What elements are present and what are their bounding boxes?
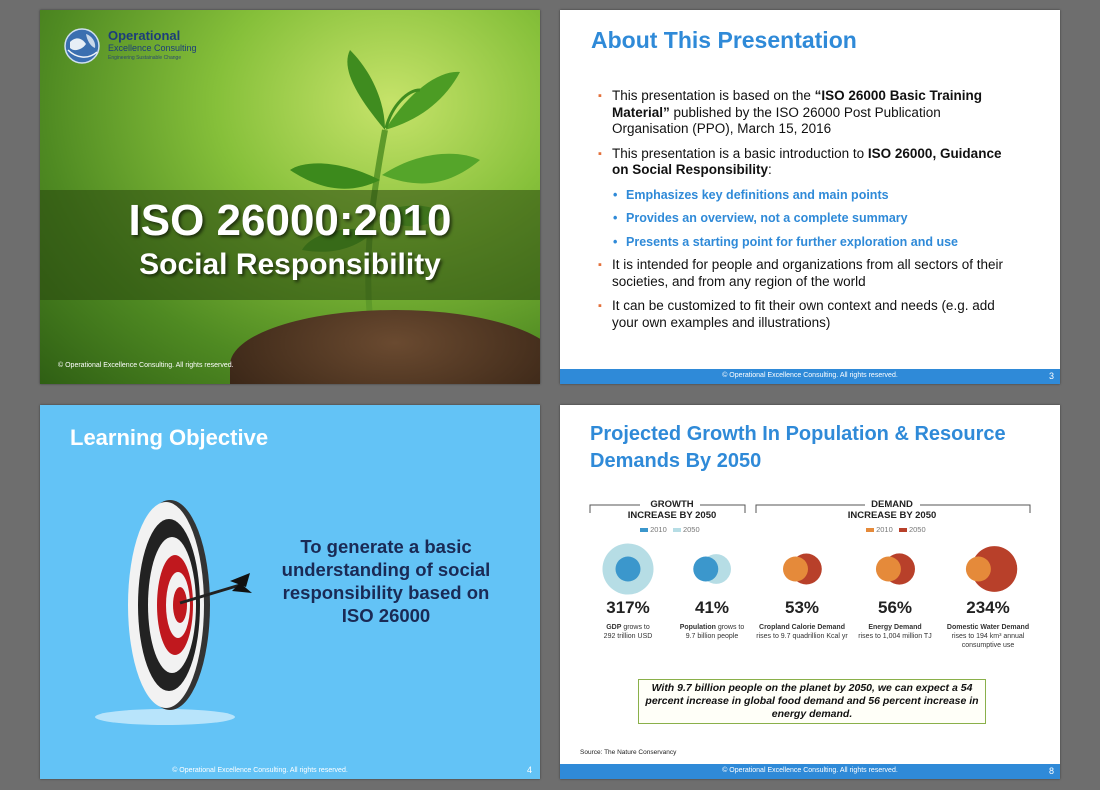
bubble-2010 (876, 557, 901, 582)
bullet-item (598, 88, 1018, 138)
slide-heading: Projected Growth In Population & Resource Demands By 2050 (590, 423, 1006, 472)
metric-label (580, 623, 676, 641)
bullet-text: : (768, 162, 772, 177)
dartboard-illustration (80, 495, 260, 735)
percent-label: 41% (694, 598, 730, 617)
slide-footer (560, 764, 1060, 779)
metric-label (940, 623, 1036, 650)
metric-label (847, 623, 943, 641)
slide-heading: Learning Objective (70, 425, 269, 450)
bubble-2010 (693, 557, 718, 582)
slide-learning-objective[interactable] (40, 405, 540, 779)
logo-subtitle: Excellence Consulting (108, 43, 197, 53)
slide-footer (560, 369, 1060, 384)
square-bullet-icon: ▪ (598, 90, 602, 102)
bullet-text: This presentation is a basic introduction to (612, 145, 868, 161)
logo-name: Operational (108, 28, 181, 43)
bullet-text: This presentation is based on the (612, 88, 815, 103)
metric-label (664, 623, 760, 641)
percent-label: 234% (966, 598, 1010, 617)
slide-heading: About This Presentation (591, 27, 857, 53)
metric-desc: grows to (621, 624, 650, 631)
metric-detail: rises to 9.7 quadrillion Kcal yr (756, 633, 848, 640)
metric-detail: rises to 194 km³ annual consumptive use (951, 633, 1025, 649)
demand-header-line2: INCREASE BY 2050 (847, 510, 937, 521)
percent-label: 317% (606, 598, 650, 617)
bullet-text: It is intended for people and organizations from all sectors of their societies, and from any region of the world (612, 257, 1003, 289)
bullet-list (598, 88, 1018, 339)
bullet-bold-text: ISO 26000, Guidance on Social Responsibility (612, 145, 1002, 177)
sub-bullet-item (598, 234, 1018, 251)
metric-name: Domestic Water Demand (946, 624, 1030, 631)
legend-label-2050: 2050 (908, 525, 926, 534)
metric-name: GDP (606, 624, 622, 631)
growth-header-line2: INCREASE BY 2050 (627, 510, 717, 521)
sub-bullet-item (598, 210, 1018, 227)
copyright-text: © Operational Excellence Consulting. All rights reserved. (58, 362, 234, 369)
slide-projected-growth[interactable] (560, 405, 1060, 779)
legend-label-2050: 2050 (682, 525, 700, 534)
slide-about[interactable] (560, 10, 1060, 384)
bubble-2010 (616, 557, 641, 582)
legend-label-2010: 2010 (876, 525, 893, 534)
page-number: 8 (1048, 766, 1054, 776)
metric-detail: 292 trillion USD (603, 633, 653, 640)
bullet-text: published by the ISO 26000 Post Publication Organisation (PPO), March 15, 2016 (612, 104, 941, 136)
page-number: 4 (526, 765, 532, 775)
company-logo (62, 24, 232, 68)
source-text: Source: The Nature Conservancy (580, 749, 677, 756)
square-bullet-icon: ▪ (598, 147, 602, 160)
percent-label: 56% (877, 598, 913, 617)
footer-text: © Operational Excellence Consulting. All rights reserved. (722, 372, 898, 379)
bullet-item (598, 146, 1018, 179)
bullet-text: It can be customized to fit their own context and needs (e.g. add your own examples and illustrations) (612, 298, 995, 330)
slide-title[interactable] (40, 10, 540, 384)
square-bullet-icon: ▪ (598, 300, 602, 312)
bullet-item (598, 298, 1018, 331)
sub-bullet-text: Provides an overview, not a complete summary (626, 211, 908, 225)
footer-text: © Operational Excellence Consulting. All rights reserved. (722, 767, 898, 774)
metric-detail: 9.7 billion people (685, 633, 739, 640)
chart-caption: With 9.7 billion people on the planet by 2050, we can expect a 54 percent increase in global food demand and 56 percent increase in energy demand. (638, 679, 986, 724)
dot-bullet-icon: • (613, 211, 618, 225)
dot-bullet-icon: • (613, 187, 618, 202)
bullet-bold-text: “ISO 26000 Basic Training Material” (612, 88, 982, 120)
sub-bullet-text: Presents a starting point for further exploration and use (626, 234, 958, 249)
sub-bullet-text: Emphasizes key definitions and main points (626, 187, 889, 202)
metric-name: Population (679, 624, 716, 631)
sub-bullet-item (598, 187, 1018, 204)
metric-name: Energy Demand (868, 624, 922, 631)
demand-header-line1: DEMAND (871, 499, 913, 510)
growth-header-line1: GROWTH (650, 499, 694, 510)
footer-text: © Operational Excellence Consulting. All rights reserved. (172, 767, 348, 774)
square-bullet-icon: ▪ (598, 259, 602, 271)
page-number: 3 (1048, 371, 1054, 381)
logo-tagline: Engineering Sustainable Change (108, 55, 182, 61)
metric-desc: grows to (715, 624, 745, 631)
objective-text: To generate a basic understanding of social responsibility based on ISO 26000 (281, 536, 491, 626)
bullet-item (598, 257, 1018, 290)
dot-bullet-icon: • (613, 234, 618, 249)
legend-label-2010: 2010 (650, 525, 667, 534)
metric-name: Cropland Calorie Demand (759, 624, 845, 631)
bubble-2010 (966, 557, 991, 582)
bubble-2010 (783, 557, 808, 582)
percent-label: 53% (784, 598, 820, 617)
slide-subtitle-text: Social Responsibility (139, 248, 441, 281)
slide-title-text: ISO 26000:2010 (128, 196, 452, 245)
globe-icon (62, 26, 102, 66)
metric-label (754, 623, 850, 641)
metric-detail: rises to 1,004 million TJ (858, 633, 932, 640)
